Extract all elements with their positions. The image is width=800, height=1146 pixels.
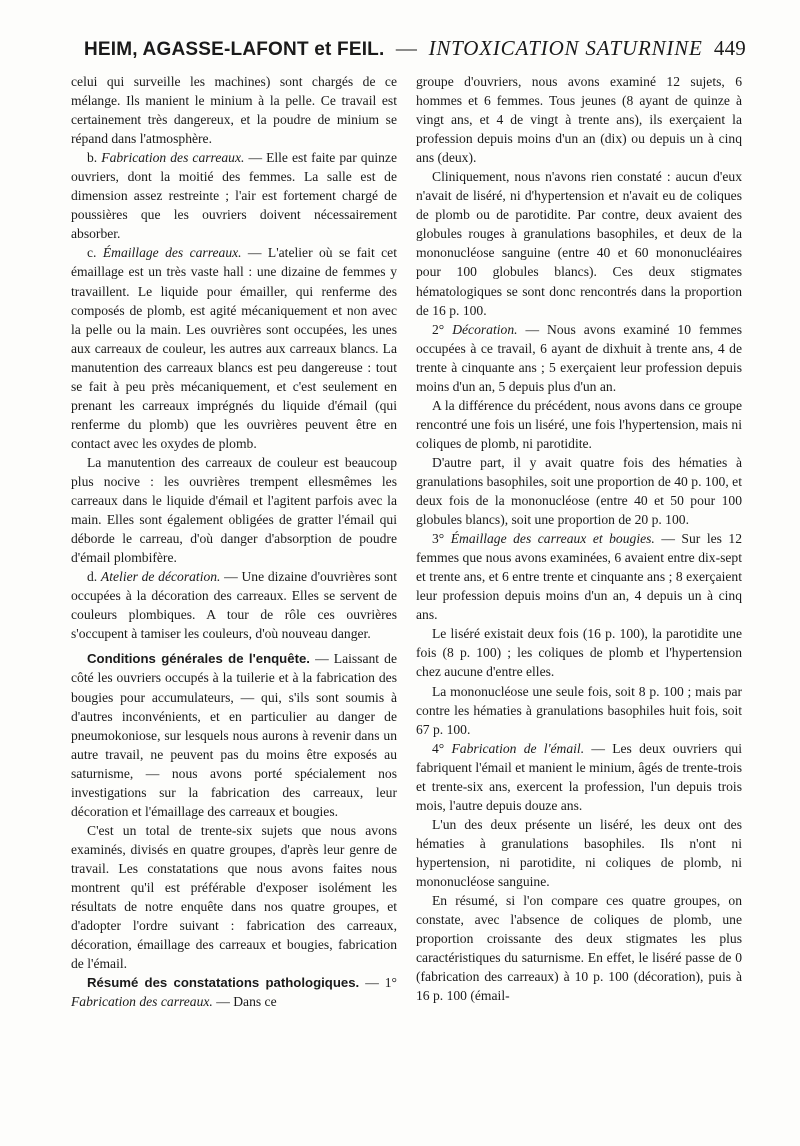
paragraph-en-resume: En résumé, si l'on compare ces quatre groupes, on constate, avec l'absence de coliques de plomb, une proportion croissante des deux stigmates les plus caractéristiques du saturnisme. En effet, le liséré passe de 0 (fabrication des carreaux) à 10 p. 100 (décoration), puis à 16 p. 100 (émail- [416,893,742,1004]
paragraph-atelier-decoration [71,567,397,643]
paragraph-cliniquement: Cliniquement, nous n'avons rien constaté : aucun d'eux n'avait de liséré, ni d'hypertension et n'avait eu de coliques de plomb ou de parotidite. Par contre, deux avaient des globules rouges à granulations basophiles, et deux de la mononucléose sanguine (entre 40 et 60 mononucléaires pour 100 globules blancs). Ces deux stigmates hématologiques se sont donc rencontrés dans la proportion de 16 p. 100. [416,169,742,318]
item-label-b: b. [87,150,98,166]
paragraph-emaillage-carreaux [71,243,397,453]
item-title-b: Fabrication des carreaux. [101,150,245,166]
item-text-d: — Une dizaine d'ouvrières sont occupées à la décoration des carreaux. Elles se servent de couleurs plombiques. A tour de rôle ces ouvrières s'occupent à tamiser les couleurs, d'où nouveau danger. [71,569,397,642]
item-title-d: Atelier de décoration. [100,569,221,585]
header-authors: HEIM, AGASSE-LAFONT et FEIL. [84,39,385,60]
item-text-b: — Elle est faite par quinze ouvriers, dont la moitié des femmes. La salle est de dimension assez restreinte ; l'air est fortement chargé de poussières que les ouvriers doivent nécessairement absorber. [71,150,398,242]
page-number: 449 [713,36,746,60]
paragraph-mononucleose: La mononucléose une seule fois, soit 8 p. 100 ; mais par contre les hématies à granulations basophiles huit fois, soit 67 p. 100. [416,683,742,737]
paragraph-difference: A la différence du précédent, nous avons dans ce groupe rencontré une fois un liséré, une fois l'hypertension, mais ni coliques de plomb, ni parotidite. [416,397,742,451]
group1-text: — Dans ce [212,994,277,1010]
conditions-text: — Laissant de côté les ouvriers occupés à la tuilerie et à la fabrication des bougies pour accumulateurs, — qui, s'ils sont soumis à d'autres inconvénients, et en particulier au danger de pneumokoniose, sur lesquels nous aurons à revenir dans un autre travail, ne peuvent pas du moins être exposés au saturnisme, — nous avons porté spécialement nos investigations sur la fabrication des carreaux, leur décoration et l'émaillage des carreaux et bougies. [71,651,398,819]
paragraph-total-sujets: C'est un total de trente-six sujets que nous avons examinés, divisés en quatre groupes, d'après leur genre de travail. Les constatations que nous avons faites nous montrent qu'il est préférable d'exposer isolément les résultats de notre enquête dans nos quatre groupes, et d'adopter l'ordre suivant : fabrication des carreaux, décoration, émaillage des carreaux et bougies, fabrication de l'émail. [71,822,397,972]
right-column [416,72,742,1005]
paragraph-fabrication-carreaux [71,148,397,243]
paragraph-conditions-generales [71,649,397,820]
left-column [71,72,397,1011]
section-heading-resume: Résumé des constatations pathologiques. [87,975,360,991]
group3-prefix: 3° [432,531,445,547]
item-title-c: Émaillage des carreaux. [102,245,242,261]
running-header [84,36,746,66]
group1-title: Fabrication des carreaux. [71,994,213,1010]
group4-title: Fabrication de l'émail. [451,740,585,756]
group3-title: Émaillage des carreaux et bougies. [450,531,655,547]
group4-text: — Les deux ouvriers qui fabriquent l'émail et manient le minium, âgés de trente-trois et trente-six ans, exercent la profession, l'un depuis trois mois, l'autre depuis douze ans. [416,740,742,813]
group2-title: Décoration. [452,321,518,337]
paragraph-autre-part: D'autre part, il y avait quatre fois des hématies à granulations basophiles, soit une proportion de 40 p. 100, et deux fois de la mononucléose (entre 40 et 50 pour 100 globules blancs), soit une proportion de 20 p. 100. [416,454,742,528]
paragraph-melange: celui qui surveille les machines) sont chargés de ce mélange. Ils manient le minium à la pelle. Ce travail est certainement très dangereux, et la poudre de minium se répand dans l'atmosphère. [71,74,397,147]
paragraph-emaillage-bougies [416,529,742,624]
item-text-c: — L'atelier où se fait cet émaillage est un très vaste hall : une dizaine de femmes y travaillent. Le liquide pour émailler, qui renferme des composés de plomb, est agité mécaniquement et non avec la pelle ou la main. Les ouvrières sont occupées, les unes aux carreaux de couleur, les autres aux carreaux blancs. La manutention des carreaux blancs est peu dangereuse : tout se fait à peu près mécaniquement, et c'est seulement en prenant les carreaux imprégnés du liquide d'émail (qui renferme du plomb) que les ouvrières peuvent être en contact avec les oxydes de plomb. [71,245,397,451]
group3-text: — Sur les 12 femmes que nous avons examinées, 6 avaient entre dix-sept et trente ans, et 6 entre trente et cinquante ans ; 8 exerçaient leur profession depuis moins d'un an, 4 depuis un à cinq ans. [416,531,743,623]
paragraph-un-des-deux: L'un des deux présente un liséré, les deux ont des hématies à granulations basophiles. Ils n'ont ni hypertension, ni parotidite, ni coliques de plomb, ni mononucléose sanguine. [416,816,742,889]
header-title: INTOXICATION SATURNINE [428,36,703,60]
section-heading-conditions: Conditions générales de l'enquête. [87,651,310,667]
paragraph-fabrication-email [416,739,742,815]
item-label-c: c. [87,245,97,261]
group1-prefix: — 1° [365,975,397,991]
group2-text: — Nous avons examiné 10 femmes occupées à ce travail, 6 ayant de dixhuit à trente ans, 4 de trente à cinquante ans ; 5 exerçaient leur profession depuis moins d'un an, 5 depuis plus d'un an. [416,321,742,394]
paragraph-resume [71,973,397,1011]
paragraph-carreaux-couleur: La manutention des carreaux de couleur est beaucoup plus nocive : les ouvrières trempent ellesmêmes les carreaux dans le liquide d'émail et l'agitent parfois avec la main. Elles sont également obligées de gratter l'émail qui déborde le carreau, d'où danger d'absorption de poudre d'émail plombifère. [71,454,397,566]
paragraph-decoration [416,320,742,396]
group4-prefix: 4° [432,740,445,756]
header-dash: — [395,36,418,60]
paragraph-lisere: Le liséré existait deux fois (16 p. 100), la parotidite une fois (8 p. 100) ; les coliques de plomb et l'hypertension chez aucune d'entre elles. [416,626,742,680]
item-label-d: d. [87,569,98,585]
group2-prefix: 2° [432,321,445,337]
paragraph-group1-sujets: groupe d'ouvriers, nous avons examiné 12 sujets, 6 hommes et 6 femmes. Tous jeunes (8 ayant de quinze à vingt ans, et 4 de vingt à trente ans), ils exerçaient la profession depuis moins d'un an (dix) ou depuis un à cinq ans (deux). [416,74,742,166]
header-left [84,36,703,61]
